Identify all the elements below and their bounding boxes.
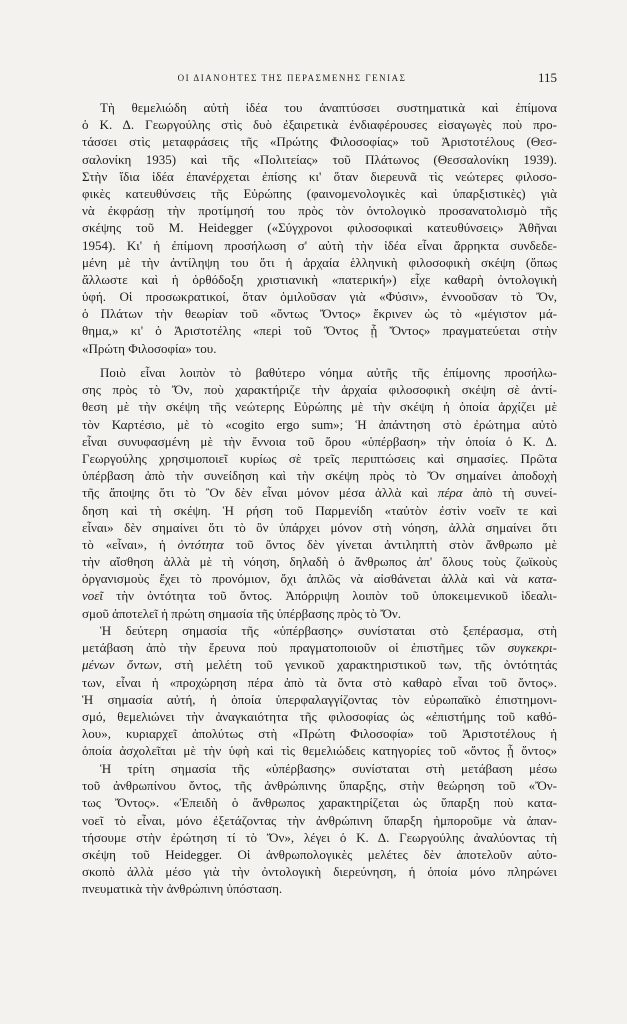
text-line bbox=[82, 570, 557, 587]
text-line bbox=[82, 639, 557, 656]
paragraph bbox=[82, 622, 557, 760]
text-line: ὑπέρβαση ἀπὸ τὴν συνείδηση καὶ τὴν σκέψη πρὸς τὸ Ὄν σημαίνει ἀποδοχὴ bbox=[82, 468, 557, 484]
text-line: 1954). Κι' ἡ ἐπίμονη προσήλωση σ' αὐτὴ τὴν ἰδέα εἶναι ἄρρηκτα συνδεδε- bbox=[82, 237, 557, 253]
text-line: τοῦ ἀνθρωπίνου ὄντος, τῆς ἀνθρώπινης ὕπαρξης, στὴν θεώρηση τοῦ «Ὄν- bbox=[82, 778, 557, 794]
text-segment: τῆς ἄποψης ὅτι τὸ Ὂν δὲν εἶναι μόνον μέσα ἀλλὰ καὶ bbox=[82, 485, 438, 501]
text-line: σκέψη τοῦ Heidegger. Οἱ ἀνθρωπολογικὲς μελέτες δὲν ἀποτελοῦν αὐτο- bbox=[82, 846, 557, 862]
text-segment: τὴν ὀντότητα τοῦ ὄντος. Ἀπόρριψη λοιπὸν τοῦ ὑποκειμενικοῦ ἰδεαλι- bbox=[103, 588, 557, 604]
italic-term: πέρα bbox=[437, 485, 463, 501]
paragraph bbox=[82, 760, 557, 898]
text-segment: ἀπὸ τὴ συνεί- bbox=[462, 485, 557, 501]
text-line: σης πρὸς τὸ Ὄν, ποὺ χαρακτήριζε τὴν ἀρχαία φιλοσοφικὴ σκέψη σὲ ἀντί- bbox=[82, 382, 557, 398]
text-segment: τὸ «εἶναι», ἡ bbox=[82, 536, 178, 552]
text-line: Ἡ δεύτερη σημασία τῆς «ὑπέρβασης» συνίσταται στὸ ξεπέρασμα, στὴ bbox=[100, 623, 557, 638]
text-line bbox=[82, 587, 557, 604]
text-line: σμό, θεμελιώνει τὴν ἀναγκαιότητα τῆς φιλοσοφίας ὡς «ἐπιστήμης τοῦ καθό- bbox=[82, 708, 557, 724]
italic-term: κατα- bbox=[528, 571, 557, 587]
text-line: ἄλλωστε καὶ ἡ ὀρθόδοξη χριστιανικὴ «πατερική») εἶχε καθαρὴ ὀντολογικὴ bbox=[82, 271, 557, 287]
text-line: νοεῖ τὸ εἶναι, μόνο ἐξετάζοντας τὴν ἀνθρώπινη ὕπαρξη ἠμποροῦμε νὰ ἀπαν- bbox=[82, 812, 557, 828]
text-line: εἶναι συνυφασμένη μὲ τὴν ἔννοια τοῦ ὅρου «ὑπέρβαση» τὴν ὁποία ὁ Κ. Δ. bbox=[82, 433, 557, 449]
text-line: σαλονίκη 1935) καὶ τῆς «Πολιτείας» τοῦ Πλάτωνος (Θεσσαλονίκη 1939). bbox=[82, 151, 557, 167]
italic-term: μένων ὄντων bbox=[82, 657, 159, 673]
text-line: Ἡ τρίτη σημασία τῆς «ὑπέρβασης» συνίσταται στὴ μετάβαση μέσω bbox=[100, 761, 557, 776]
text-segment: ὀργανισμοὺς ἔχει τὸ προνόμιον, ὄχι ἁπλῶς νὰ αἰσθάνεται ἀλλὰ καὶ νὰ bbox=[82, 571, 529, 587]
text-line: Τὴ θεμελιώδη αὐτὴ ἰδέα του ἀναπτύσσει συστηματικὰ καὶ ἐπίμονα bbox=[100, 100, 557, 115]
text-line: θεση μὲ τὴν σκέψη τῆς νεώτερης Εὐρώπης μὲ τὴν σκέψη ἡ ὁποία ἀρχίζει μὲ bbox=[82, 399, 557, 415]
text-line bbox=[82, 484, 557, 501]
text-line bbox=[82, 536, 557, 553]
text-line: εἶναι» δὲν σημαίνει ὅτι τὸ ὂν ὑπάρχει μόνον στὴ νόηση, ἀλλὰ σημαίνει ὅτι bbox=[82, 519, 557, 535]
text-line: τὴν αἴσθηση ἀλλὰ μὲ τὴ νόηση, δηλαδὴ ὁ ἄνθρωπος ἀπ' ὅλους τοὺς ζωϊκοὺς bbox=[82, 554, 557, 570]
text-line: Στὴν ἴδια ἰδέα ἐπανέρχεται ἐπίσης κι' ὅταν διερευνᾶ τὶς νεώτερες φιλοσο- bbox=[82, 168, 557, 184]
text-line: Γεωργούλης χρησιμοποιεῖ κυρίως σὲ τρεῖς περιπτώσεις καὶ σημασίες. Πρῶτα bbox=[82, 450, 557, 466]
text-line: μένη μὲ τὴν ἀντίληψη του ὅτι ἡ ἀρχαία ἑλληνικὴ φιλοσοφικὴ σκέψη (ὅπως bbox=[82, 254, 557, 270]
text-line: νὰ ἐκφράσῃ τὴν προτίμησή του πρὸς τὸν ὀντολογικὸ προσανατολισμὸ τῆς bbox=[82, 203, 557, 219]
text-line: σκοπὸ ἀλλὰ μέσο γιὰ τὴν ὀντολογικὴ διερεύνηση, ἡ ὁποία μόνο πληρώνει bbox=[82, 864, 557, 880]
text-line: τήσουμε στὴν ἐρώτηση τί τὸ Ὄν», λέγει ὁ Κ. Δ. Γεωργούλης ἀναλύοντας τὴ bbox=[82, 829, 557, 845]
text-segment: μετάβαση ἀπὸ τὴν ἔρευνα ποὺ πραγματοποιοῦν οἱ ἐπιστῆμες τῶν bbox=[82, 640, 508, 656]
text-line: πνευματικὰ τὴν ἀνθρώπινη ὑπόσταση. bbox=[82, 881, 283, 897]
paragraph bbox=[82, 364, 557, 622]
text-line: «Πρώτη Φιλοσοφία» του. bbox=[82, 340, 217, 356]
text-line: θημα,» κι' ὁ Ἀριστοτέλης «περὶ τοῦ Ὄντος ᾗ Ὄντος» πραγματεύεται στὴν bbox=[82, 323, 557, 339]
text-line: Ποιὸ εἶναι λοιπὸν τὸ βαθύτερο νόημα αὐτῆς τῆς ἐπίμονης προσήλω- bbox=[100, 365, 557, 380]
text-line: των, εἶναι ἡ «προχώρηση πέρα ἀπὸ τὰ ὄντα στὸ καθαρὸ εἶναι τοῦ ὄντος». bbox=[82, 674, 557, 690]
text-segment: τοῦ ὄντος δὲν γίνεται ἀντιληπτὴ στὸν ἄνθρωπο μὲ bbox=[223, 536, 557, 552]
text-line: τάσσει στὶς μεταφράσεις τῆς «Πρώτης Φιλοσοφίας» τοῦ Ἀριστοτέλους (Θεσ- bbox=[82, 134, 557, 150]
paragraph bbox=[82, 99, 557, 357]
italic-term: συγκεκρι- bbox=[507, 640, 557, 656]
text-line: ὁ Κ. Δ. Γεωργούλης στὶς δυὸ ἐξαιρετικὰ ἐνδιαφέρουσες εἰσαγωγὲς ποὺ προ- bbox=[82, 117, 557, 133]
italic-term: νοεῖ bbox=[82, 588, 104, 604]
text-segment: , στὴ μελέτη τοῦ γενικοῦ χαρακτηριστικοῦ των, τῆς ὀντότητάς bbox=[158, 657, 557, 673]
text-line: Ἡ σημασία αὐτή, ἡ ὁποία ὑπερφαλαγγίζοντας τὸν εὐρωπαϊκὸ ἐπιστημονι- bbox=[82, 691, 557, 707]
text-line: δηση καὶ τὴ σκέψη. Ἡ ρήση τοῦ Παρμενίδη «ταὐτὸν ἐστὶν νοεῖν τε καὶ bbox=[82, 502, 557, 518]
page-number: 115 bbox=[537, 70, 557, 85]
text-line: λου», κυριαρχεῖ ἀπολύτως στὴ «Πρώτη Φιλοσοφία» τοῦ Ἀριστοτέλους ἡ bbox=[82, 726, 557, 742]
text-line: τὸν Καρτέσιο, μὲ τὸ «cogito ergo sum»; Ἡ ἀπάντηση στὸ ἐρώτημα αὐτὸ bbox=[82, 416, 557, 432]
text-line: τως Ὄντος». «Ἐπειδὴ ὁ ἄνθρωπος χαρακτηρίζεται ὡς ὕπαρξη ποὺ κατα- bbox=[82, 795, 557, 811]
text-line: σκέψης τοῦ M. Heidegger («Σύγχρονοι φιλοσοφικαὶ κατευθύνσεις» Ἀθῆναι bbox=[82, 220, 557, 236]
text-line: ὁποία ἀσχολεῖται μὲ τὴν ὑφὴ καὶ τὶς θεμελιώδεις κατηγορίες τοῦ «ὄντος ᾗ ὄντος» bbox=[82, 743, 557, 759]
text-line bbox=[82, 656, 557, 673]
italic-term: ὀντότητα bbox=[177, 536, 224, 552]
running-title: ΟΙ ΔΙΑΝΟΗΤΕΣ ΤΗΣ ΠΕΡΑΣΜΕΝΗΣ ΓΕΝΙΑΣ bbox=[177, 73, 407, 83]
text-line: φικὲς κατευθύνσεις τῆς Εὐρώπης (φαινομενολογικὲς καὶ ὑπαρξιστικὲς) γιὰ bbox=[82, 185, 557, 201]
text-line: ὑφή. Οἱ προσωκρατικοί, ὅταν ὁμιλοῦσαν γιὰ «Φύσιν», ἐννοοῦσαν τὸ Ὄν, bbox=[82, 289, 557, 305]
text-line: σμοῦ ἀποτελεῖ ἡ πρώτη σημασία τῆς ὑπέρβασης πρὸς τὸ Ὄν. bbox=[82, 605, 402, 621]
text-line: ὁ Πλάτων τὴν θεωρίαν τοῦ «ὄντως Ὄντος» ἔκρινεν ὡς τὸ «μέγιστον μά- bbox=[82, 306, 557, 322]
